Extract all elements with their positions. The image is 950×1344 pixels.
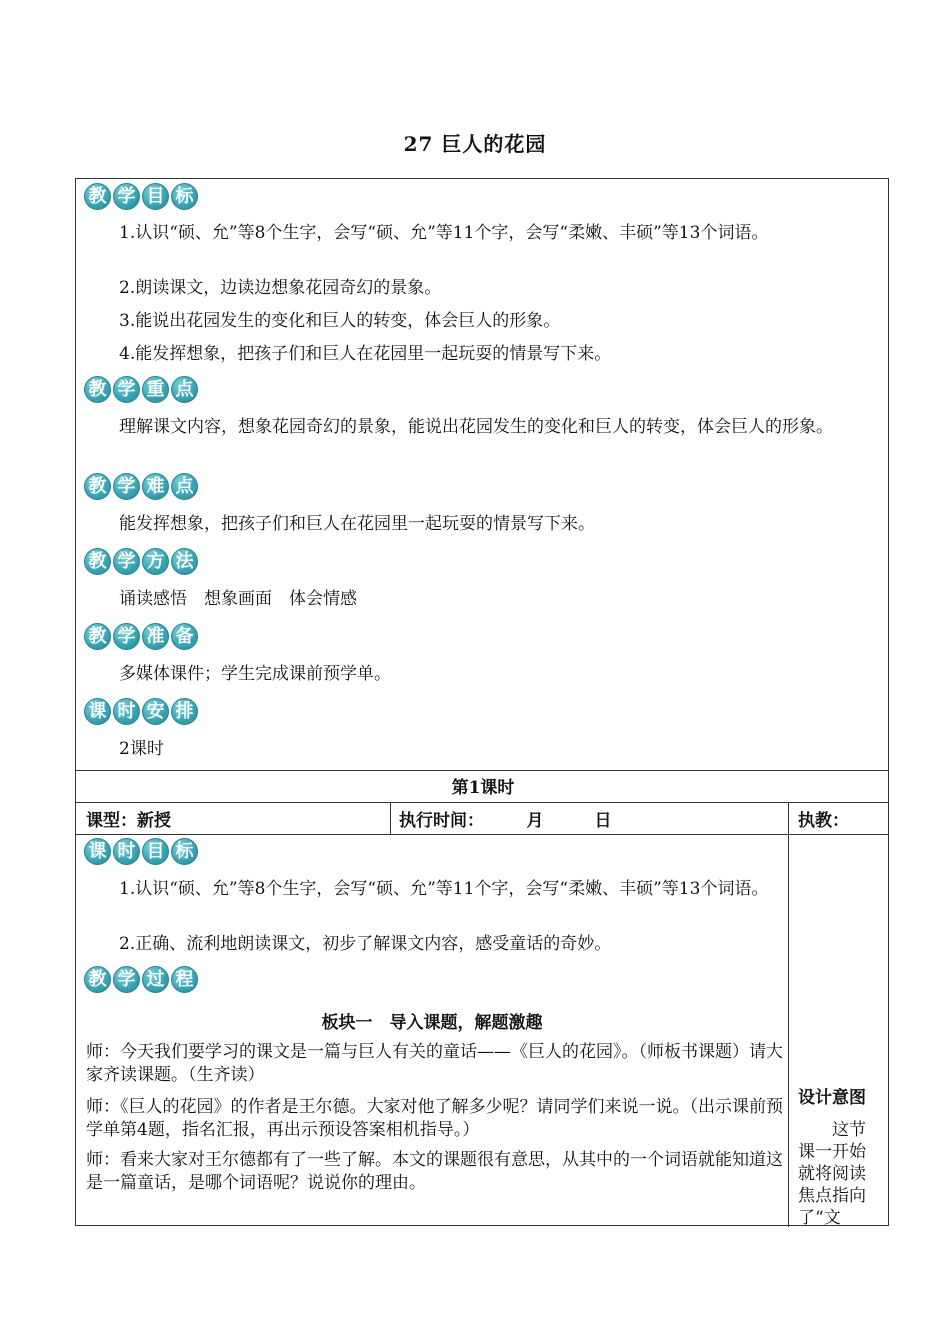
objective-item: 3.能说出花园发生的变化和巨人的转变，体会巨人的形象。 — [119, 311, 561, 331]
col-divider — [788, 802, 789, 1227]
key-points-text: 理解课文内容，想象花园奇幻的景象，能说出花园发生的变化和巨人的转变，体会巨人的形象。 — [119, 417, 833, 437]
badge-preparation: 教 学 准 备 — [84, 623, 198, 650]
schedule-text: 2课时 — [119, 739, 164, 759]
row-divider — [76, 770, 888, 771]
badge-schedule: 课 时 安 排 — [84, 698, 198, 725]
dialogue-line: 师：今天我们要学习的课文是一篇与巨人有关的童话——《巨人的花园》。（师板书课题）请大家齐读课题。（生齐读） — [86, 1042, 783, 1085]
lesson-type: 课型：新授 — [86, 811, 171, 831]
design-intent-text: 这节课一开始就将阅读焦点指向了“文 — [798, 1120, 866, 1225]
badge-lesson-goals: 课 时 目 标 — [84, 838, 198, 865]
lesson-goal-item: 2.正确、流利地朗读课文，初步了解课文内容，感受童话的奇妙。 — [119, 934, 612, 954]
design-intent-label: 设计意图 — [798, 1088, 866, 1108]
badge-key-points: 教 学 重 点 — [84, 376, 198, 403]
dialogue-line: 师：《巨人的花园》的作者是王尔德。大家对他了解多少呢？请同学们来说一说。（出示课前预学单第4题，指名汇报，再出示预设答案相机指导。） — [86, 1097, 783, 1140]
row-divider — [76, 834, 888, 835]
badge-teaching-objectives: 教 学 目 标 — [84, 183, 198, 210]
block-title: 板块一 导入课题，解题激趣 — [321, 1013, 543, 1033]
dialogue-line: 师：看来大家对王尔德都有了一些了解。本文的课题很有意思，从其中的一个词语就能知道这是一篇童话，是哪个词语呢？说说你的理由。 — [86, 1150, 783, 1193]
preparation-text: 多媒体课件；学生完成课前预学单。 — [119, 664, 391, 684]
badge-teaching-process: 教 学 过 程 — [84, 966, 198, 993]
objective-item: 1.认识“硕、允”等8个生字，会写“硕、允”等11个字，会写“柔嫩、丰硕”等13个词语。 — [119, 223, 769, 243]
lesson-heading: 第1课时 — [451, 778, 515, 798]
badge-methods: 教 学 方 法 — [84, 548, 198, 575]
difficulties-text: 能发挥想象，把孩子们和巨人在花园里一起玩耍的情景写下来。 — [119, 514, 595, 534]
lesson-goal-item: 1.认识“硕、允”等8个生字，会写“硕、允”等11个字，会写“柔嫩、丰硕”等13个词语。 — [119, 879, 769, 899]
document-title: 27 巨人的花园 — [403, 132, 547, 156]
badge-difficulties: 教 学 难 点 — [84, 473, 198, 500]
objective-item: 2.朗读课文，边读边想象花园奇幻的景象。 — [119, 278, 442, 298]
execution-time: 执行时间： 月 日 — [399, 811, 612, 831]
col-divider — [390, 802, 391, 834]
objective-item: 4.能发挥想象，把孩子们和巨人在花园里一起玩耍的情景写下来。 — [119, 344, 612, 364]
lesson-plan-table — [75, 178, 889, 1226]
methods-text: 诵读感悟 想象画面 体会情感 — [119, 589, 357, 609]
teacher-label: 执教： — [798, 811, 849, 831]
row-divider — [76, 802, 888, 803]
